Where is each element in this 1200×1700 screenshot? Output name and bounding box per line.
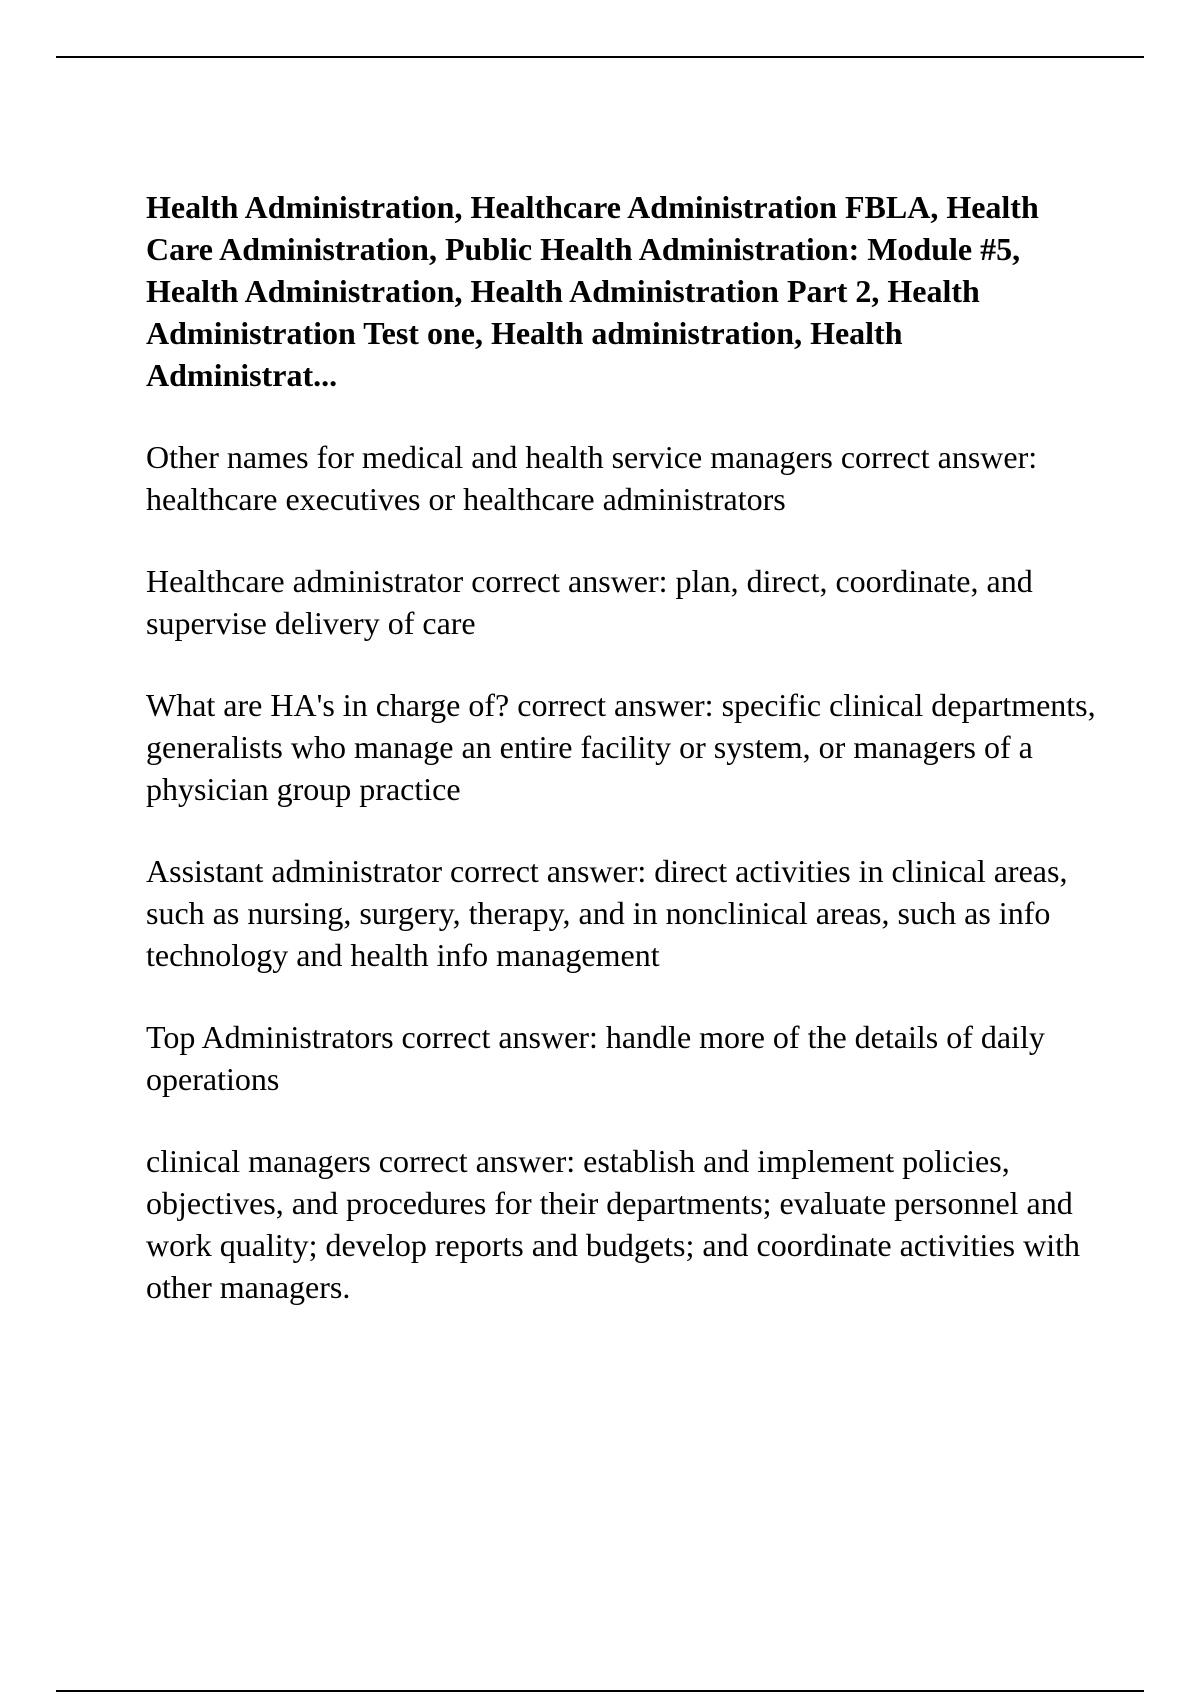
qa-item: Other names for medical and health service managers correct answer: healthcare executives or healthcare administrators: [146, 439, 1038, 517]
qa-item: What are HA's in charge of? correct answer: specific clinical departments, generalists who manage an entire facility or system, or managers of a physician group practice: [146, 687, 1096, 807]
qa-item: Top Administrators correct answer: handle more of the details of daily operations: [146, 1019, 1045, 1097]
qa-list: [146, 436, 1096, 1308]
qa-item: Healthcare administrator correct answer: plan, direct, coordinate, and supervise delivery of care: [146, 563, 1033, 641]
document-title: Health Administration, Healthcare Administration FBLA, Health Care Administration, Public Health Administration: Module #5, Health Administration, Health Administration Part 2, Health Administration Test one, Health administration, Health Administrat...: [146, 189, 1039, 393]
document-body: [146, 186, 1096, 1308]
qa-item: clinical managers correct answer: establish and implement policies, objectives, and procedures for their departments; evaluate personnel and work quality; develop reports and budgets; and coordinate activities with other managers.: [146, 1143, 1080, 1305]
header-rule: [56, 56, 1144, 58]
footer-rule: [56, 1690, 1144, 1692]
qa-item: Assistant administrator correct answer: direct activities in clinical areas, such as nursing, surgery, therapy, and in nonclinical areas, such as info technology and health info management: [146, 853, 1068, 973]
